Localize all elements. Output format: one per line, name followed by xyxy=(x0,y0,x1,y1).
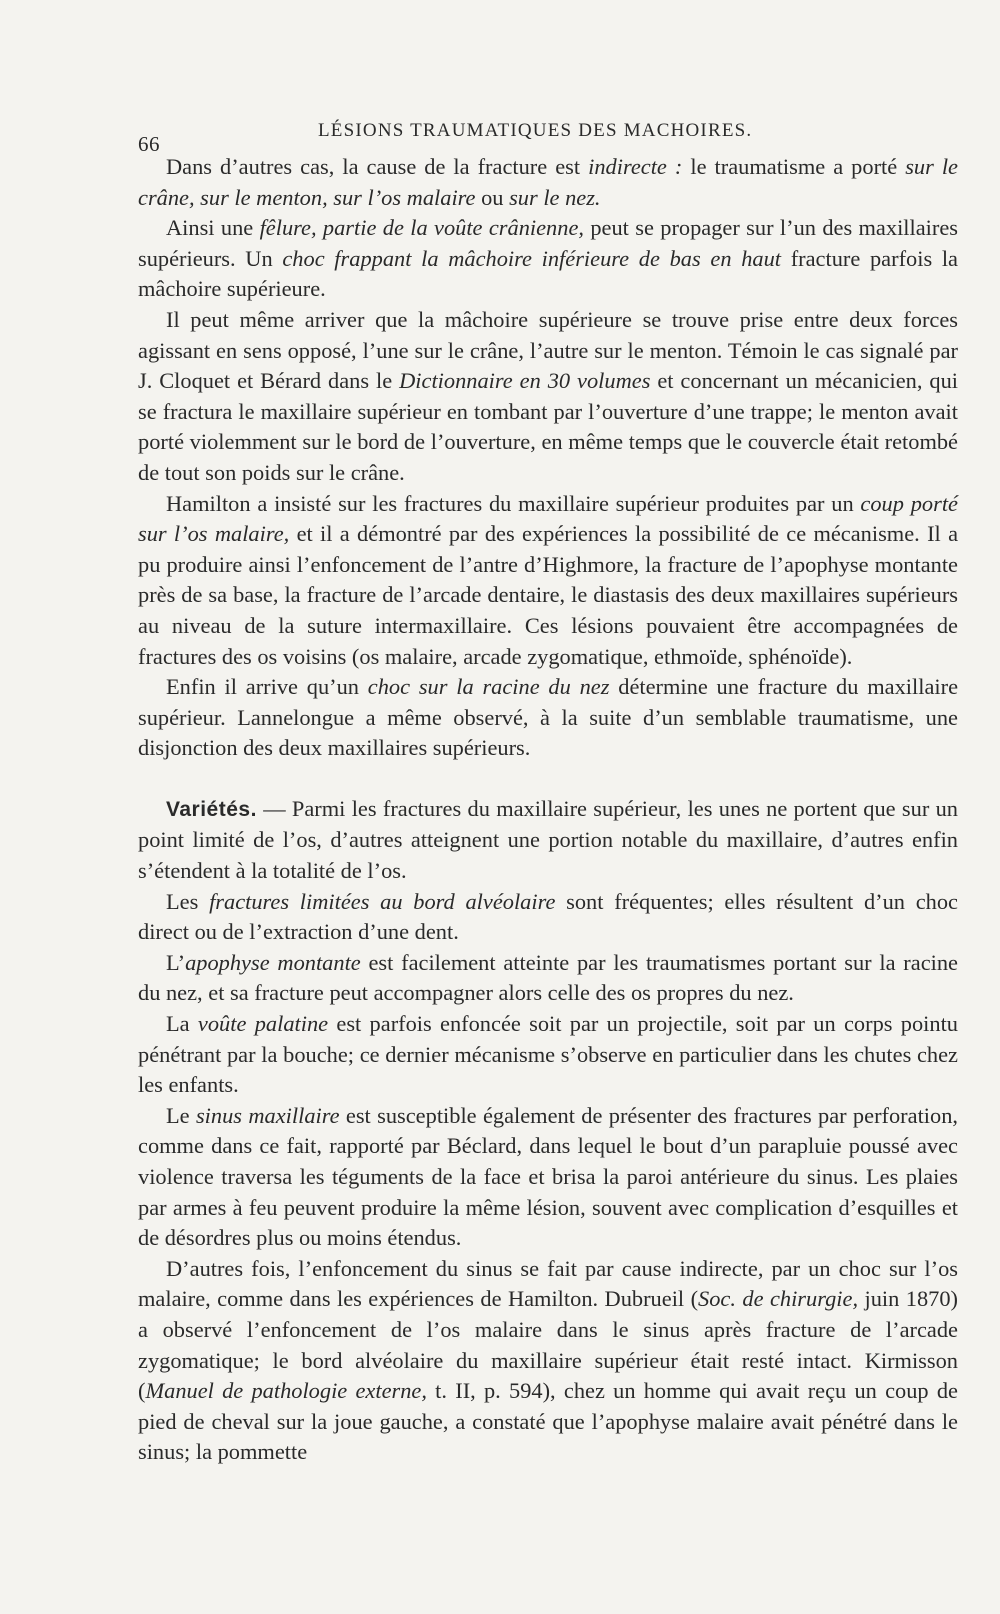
page-header xyxy=(138,118,958,156)
text-run: — Parmi les fractures du maxillaire supérieur, les unes ne portent que sur un point limité de l’os, d’autres atteignent une portion notable du maxillaire, d’autres enfin s’étendent à la totalité de l’os. xyxy=(138,795,958,884)
text-run: fracture parfois la mâchoire supérieure. xyxy=(138,245,958,302)
text-run: le traumatisme a porté xyxy=(682,154,906,179)
text-run: Le xyxy=(166,1102,196,1128)
paragraph xyxy=(138,948,958,1009)
paragraph xyxy=(138,305,958,489)
paragraph xyxy=(138,1009,958,1101)
body-text xyxy=(138,152,958,1468)
running-title: LÉSIONS TRAUMATIQUES DES MACHOIRES. xyxy=(318,120,753,141)
text-run: Enfin il arrive qu’un xyxy=(166,674,368,700)
text-run: La xyxy=(166,1011,198,1037)
text-run: est susceptible également de présenter des fractures par perforation, comme dans ce fait, rapporté par Béclard, dans lequel le bout d’un parapluie poussé avec violence traversa les téguments de la face et brisa la paroi antérieure du sinus. Les plaies par armes à feu peuvent produire la même lésion, souvent avec complication d’esquilles et de désordres plus ou moins étendus. xyxy=(138,1102,959,1251)
paragraph xyxy=(138,489,958,673)
paragraph xyxy=(138,1254,958,1468)
paragraph xyxy=(138,213,958,305)
text-run: ou xyxy=(475,184,510,210)
paragraph xyxy=(138,1101,958,1254)
text-run: est parfois enfoncée soit par un projectile, soit par un corps pointu pénétrant par la bouche; ce dernier mécanisme s’observe en particulier dans les chutes chez les enfants. xyxy=(138,1011,959,1098)
text-run: Dans d’autres cas, la cause de la fracture est xyxy=(166,154,589,179)
italic-text: choc frappant la mâchoire inférieure de bas en haut xyxy=(282,245,782,271)
paragraph xyxy=(138,887,958,948)
italic-text: fêlure, partie de la voûte crânienne, xyxy=(259,215,584,241)
italic-text: sinus maxillaire xyxy=(195,1102,340,1128)
text-run: et concernant un mécanicien, qui se fractura le maxillaire supérieur en tombant par l’ouverture d’une trappe; le menton avait porté violemment sur le bord de l’ouverture, en même temps que le couvercle était retombé de tout son poids sur le crâne. xyxy=(138,368,958,485)
italic-text: apophyse montante xyxy=(185,949,361,975)
text-run: et il a démontré par des expériences la possibilité de ce mécanisme. Il a pu produire ainsi l’enfoncement de l’antre d’Highmore, la fracture de l’apophyse montante près de sa base, la fracture de l’arcade dentaire, le diastasis des deux maxillaires supérieurs au niveau de la suture intermaxillaire. Ces lésions pouvaient être accompagnées de fractures des os voisins (os malaire, arcade zygomatique, ethmoïde, sphénoïde). xyxy=(138,521,959,669)
text-run: détermine une fracture du maxillaire supérieur. Lannelongue a même observé, à la suite d’un semblable traumatisme, une disjonction des deux maxillaires supérieurs. xyxy=(138,674,959,761)
italic-text: fractures limitées au bord alvéolaire xyxy=(209,888,556,914)
text-run: Ainsi une xyxy=(166,215,260,241)
paragraph xyxy=(138,672,958,764)
text-run: sont fréquentes; elles résultent d’un choc direct ou de l’extraction d’une dent. xyxy=(138,888,958,945)
paragraph xyxy=(138,794,958,887)
italic-text: Manuel de pathologie externe, xyxy=(145,1378,427,1404)
section-heading: Variétés. xyxy=(166,797,257,821)
italic-text: voûte palatine xyxy=(197,1011,329,1037)
page-number: 66 xyxy=(138,132,160,156)
italic-text: Soc. de chirurgie, xyxy=(698,1286,859,1312)
italic-text: sur le crâne, sur le menton, sur l’os malaire xyxy=(138,154,959,210)
text-run: est facilement atteinte par les traumatismes portant sur la racine du nez, et sa fracture peut accompagner alors celle des os propres du nez. xyxy=(138,949,958,1006)
text-run: D’autres fois, l’enfoncement du sinus se fait par cause indirecte, par un choc sur l’os malaire, comme dans les expériences de Hamilton. Dubrueil ( xyxy=(138,1255,958,1312)
italic-text: Dictionnaire en 30 volumes xyxy=(399,368,651,394)
text-run: Il peut même arriver que la mâchoire supérieure se trouve prise entre deux forces agissant en sens opposé, l’une sur le crâne, l’autre sur le menton. Témoin le cas signalé par J. Cloquet et Bérard dans le xyxy=(138,306,958,394)
text-run: t. II, p. 594), chez un homme qui avait reçu un coup de pied de cheval sur la joue gauche, a constaté que l’apophyse malaire avait pénétré dans le sinus; la pommette xyxy=(138,1378,958,1465)
italic-text: indirecte : xyxy=(588,154,683,179)
text-run: L’ xyxy=(166,949,186,975)
italic-text: choc sur la racine du nez xyxy=(367,674,610,700)
text-run: Hamilton a insisté sur les fractures du maxillaire supérieur produites par un xyxy=(166,490,861,516)
italic-text: sur le nez. xyxy=(509,184,601,210)
italic-text: coup porté sur l’os malaire, xyxy=(138,490,958,547)
paragraph xyxy=(138,152,958,213)
text-run: Les xyxy=(166,888,210,914)
text-run: juin 1870) a observé l’enfoncement de l’os malaire dans le sinus après fracture de l’arcade zygomatique; le bord alvéolaire du maxillaire supérieur était resté intact. Kirmisson ( xyxy=(138,1286,958,1404)
text-run: peut se propager sur l’un des maxillaires supérieurs. Un xyxy=(138,215,958,271)
